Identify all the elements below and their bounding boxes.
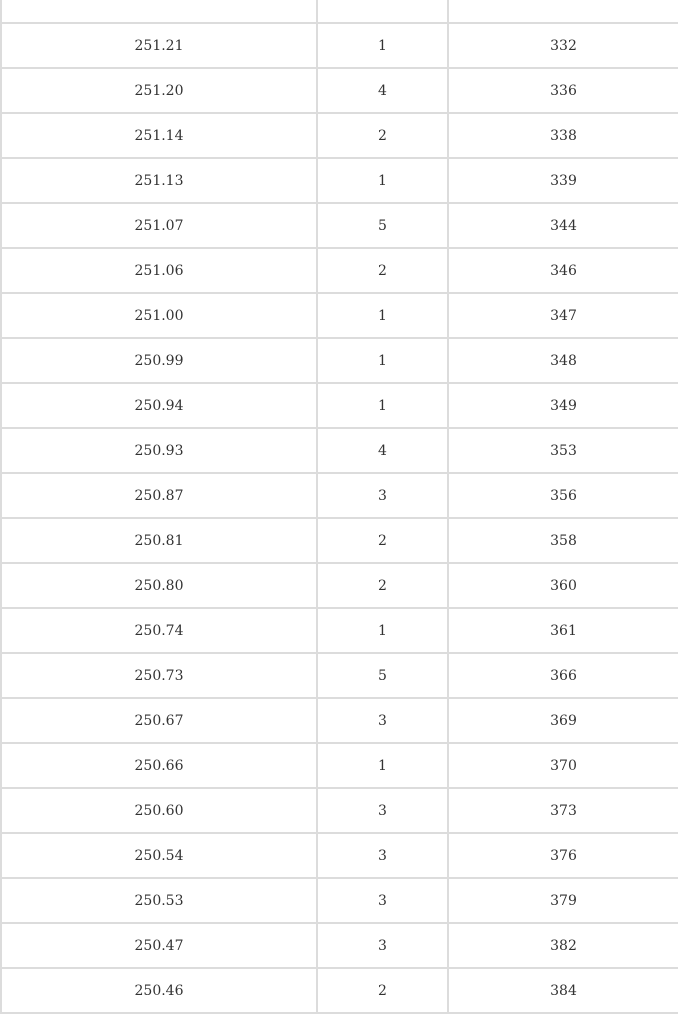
table-cell: 379 — [448, 878, 678, 923]
table-cell: 2 — [317, 248, 448, 293]
table-cell: 384 — [448, 968, 678, 1013]
table-row — [1, 248, 678, 293]
table-cell: 369 — [448, 698, 678, 743]
table-cell: 251.14 — [1, 113, 317, 158]
table-cell: 250.81 — [1, 518, 317, 563]
table-cell: 348 — [448, 338, 678, 383]
table-cell: 376 — [448, 833, 678, 878]
table-cell: 5 — [317, 653, 448, 698]
table-row — [1, 653, 678, 698]
table-cell: 250.93 — [1, 428, 317, 473]
table-cell: 1 — [317, 293, 448, 338]
table-row — [1, 338, 678, 383]
table-cell: 1 — [317, 743, 448, 788]
table-cell: 251.07 — [1, 203, 317, 248]
table-cell: 250.47 — [1, 923, 317, 968]
table-cell: 356 — [448, 473, 678, 518]
table-cell: 250.73 — [1, 653, 317, 698]
table-cell: 250.67 — [1, 698, 317, 743]
table-cell: 250.54 — [1, 833, 317, 878]
table-cell: 1 — [317, 23, 448, 68]
table-row — [1, 878, 678, 923]
table-row — [1, 743, 678, 788]
table-cell: 3 — [317, 878, 448, 923]
table-cell: 3 — [317, 473, 448, 518]
table-cell: 250.46 — [1, 968, 317, 1013]
table-body — [1, 0, 678, 1013]
table-cell — [1, 0, 317, 23]
table-row — [1, 0, 678, 23]
table-cell: 353 — [448, 428, 678, 473]
table-row — [1, 518, 678, 563]
table-row — [1, 23, 678, 68]
table-cell: 336 — [448, 68, 678, 113]
table-cell — [448, 0, 678, 23]
table-cell: 3 — [317, 923, 448, 968]
table-cell: 5 — [317, 203, 448, 248]
table-cell: 250.74 — [1, 608, 317, 653]
table-row — [1, 293, 678, 338]
table-cell: 250.99 — [1, 338, 317, 383]
table-row — [1, 203, 678, 248]
table-cell: 250.60 — [1, 788, 317, 833]
table-row — [1, 698, 678, 743]
table-cell: 4 — [317, 428, 448, 473]
table-row — [1, 923, 678, 968]
table-cell: 358 — [448, 518, 678, 563]
table-cell: 2 — [317, 563, 448, 608]
table-cell: 250.53 — [1, 878, 317, 923]
table-cell: 346 — [448, 248, 678, 293]
table-cell: 360 — [448, 563, 678, 608]
table-cell: 1 — [317, 338, 448, 383]
table-cell: 349 — [448, 383, 678, 428]
table-cell: 332 — [448, 23, 678, 68]
table-cell: 250.87 — [1, 473, 317, 518]
table-cell: 2 — [317, 113, 448, 158]
table-cell: 251.20 — [1, 68, 317, 113]
table-row — [1, 113, 678, 158]
table-cell: 250.80 — [1, 563, 317, 608]
table-row — [1, 608, 678, 653]
table-cell: 339 — [448, 158, 678, 203]
table-cell: 3 — [317, 833, 448, 878]
table-cell: 338 — [448, 113, 678, 158]
table-row — [1, 428, 678, 473]
table-cell: 1 — [317, 383, 448, 428]
table-cell: 251.06 — [1, 248, 317, 293]
table-row — [1, 158, 678, 203]
table-row — [1, 68, 678, 113]
table-cell: 370 — [448, 743, 678, 788]
table-cell — [317, 0, 448, 23]
table-cell: 4 — [317, 68, 448, 113]
table-cell: 347 — [448, 293, 678, 338]
table-cell: 250.66 — [1, 743, 317, 788]
table-cell: 361 — [448, 608, 678, 653]
table-row — [1, 383, 678, 428]
table-cell: 373 — [448, 788, 678, 833]
table-cell: 366 — [448, 653, 678, 698]
table-cell: 344 — [448, 203, 678, 248]
table-row — [1, 833, 678, 878]
table-cell: 382 — [448, 923, 678, 968]
table-row — [1, 968, 678, 1013]
table-row — [1, 788, 678, 833]
table-row — [1, 473, 678, 518]
table-cell: 3 — [317, 698, 448, 743]
table-row — [1, 563, 678, 608]
table-cell: 251.00 — [1, 293, 317, 338]
table-cell: 1 — [317, 158, 448, 203]
table-cell: 251.21 — [1, 23, 317, 68]
table-cell: 1 — [317, 608, 448, 653]
table-cell: 2 — [317, 968, 448, 1013]
table-cell: 251.13 — [1, 158, 317, 203]
table-cell: 3 — [317, 788, 448, 833]
table-cell: 2 — [317, 518, 448, 563]
table-cell: 250.94 — [1, 383, 317, 428]
